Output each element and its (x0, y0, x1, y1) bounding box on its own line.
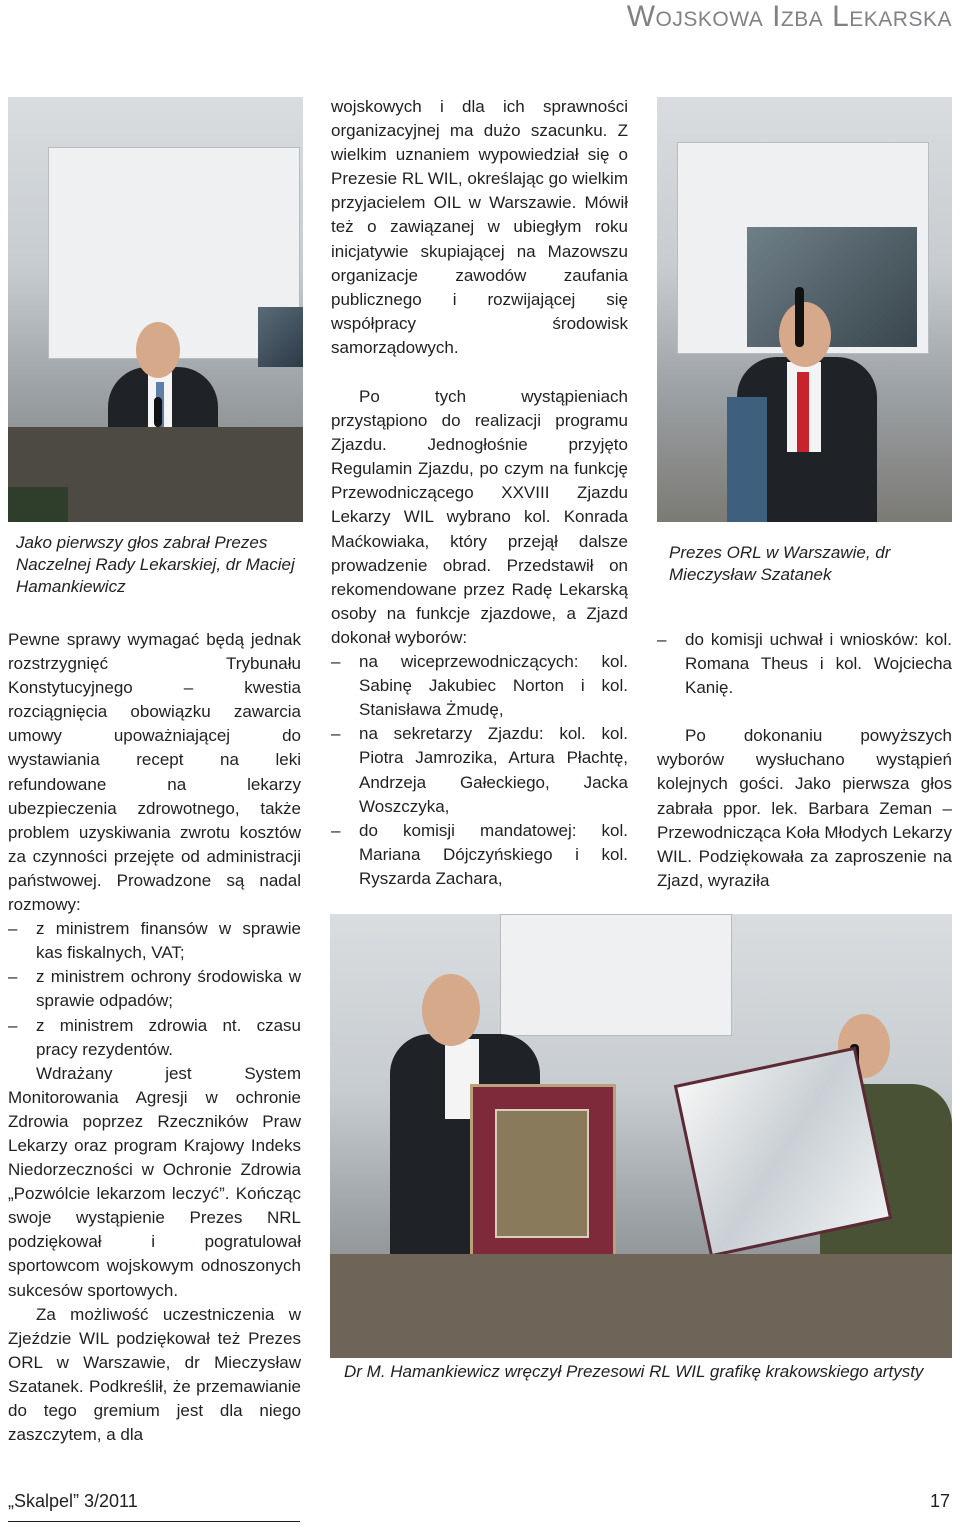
column-right (657, 628, 952, 893)
paragraph: Po dokonaniu powyższych wyborów wysłuchano wystąpień kolejnych gości. Jako pierwsza głos zabrała ppor. lek. Barbara Zeman – Przewodnicząca Koła Młodych Lekarzy WIL. Podziękowała za zaproszenie na Zjazd, wyraziła (657, 726, 952, 890)
paragraph: Za możliwość uczestniczenia w Zjeździe WIL podziękował też Prezes ORL w Warszawie, dr Mieczysław Szatanek. Podkreślił, że przemawianie do tego gremium jest dla niego zaszczytem, a dla (8, 1304, 301, 1445)
list-item: – na wiceprzewodniczących: kol. Sabinę Jakubiec Norton i kol. Stanisława Żmudę, (331, 650, 628, 722)
footer-rule (8, 1521, 300, 1522)
column-middle-bottom (331, 385, 628, 891)
list-item: – do komisji uchwał i wniosków: kol. Romana Theus i kol. Wojciecha Kanię. (657, 628, 952, 700)
paragraph: Pewne sprawy wymagać będą jednak rozstrzygnięć Trybunału Konstytucyjnego – kwestia rozciągnięcia obowiązku zawarcia umowy upoważniającej do wystawiania recept na leki refundowane na lekarzy ubezpieczenia zdrowotnego, także problem uzyskiwania zwrotu kosztów za czynności przejęte od administracji państwowej. Prowadzone są nadal rozmowy: (8, 630, 301, 915)
paragraph: wojskowych i dla ich sprawności organizacyjnej ma dużo szacunku. Z wielkim uznaniem wypowiedział się o Prezesie RL WIL, określając go wielkim przyjacielem OIL w Warszawie. Mówił też o zawiązanej w ubiegłym roku inicjatywie skupiającej na Mazowszu organizacje zawodów zaufania publicznego i rozwijającej się współpracy środowisk samorządowych. (331, 97, 628, 357)
caption-left-text: Jako pierwszy głos zabrał Prezes Naczelnej Rady Lekarskiej, dr Maciej Hamankiewicz (16, 533, 295, 596)
photo-bottom (330, 914, 952, 1358)
caption-bottom-text: Dr M. Hamankiewicz wręczył Prezesowi RL WIL grafikę krakowskiego artysty (344, 1362, 924, 1381)
paragraph: Po tych wystąpieniach przystąpiono do realizacji programu Zjazdu. Jednogłośnie przyjęto Regulamin Zjazdu, po czym na funkcję Przewodniczącego XXVIII Zjazdu Lekarzy WIL wybrano kol. Konrada Maćkowiaka, który przejął dalsze prowadzenie obrad. Przedstawił on rekomendowane przez Radę Lekarską osoby na funkcje zjazdowe, a Zjazd dokonał wyborów: (331, 387, 628, 647)
list-item: – do komisji mandatowej: kol. Mariana Dójczyńskiego i kol. Ryszarda Zachara, (331, 819, 628, 891)
paragraph: Wdrażany jest System Monitorowania Agresji w ochronie Zdrowia poprzez Rzeczników Praw Lekarzy oraz program Krajowy Indeks Niedorzeczności w Ochronie Zdrowia „Pozwólcie lekarzom leczyć”. Kończąc swoje wystąpienie Prezes NRL podziękował i pogratulował sportowcom wojskowym odnoszonych sukcesów sportowych. (8, 1063, 301, 1300)
photo-right (657, 97, 952, 522)
caption-left (8, 522, 303, 614)
column-left (8, 628, 301, 1447)
caption-right-text: Prezes ORL w Warszawie, dr Mieczysław Szatanek (669, 543, 891, 584)
column-middle-top (331, 95, 628, 360)
footer-page-number: 17 (929, 1491, 950, 1511)
footer-journal: „Skalpel” 3/2011 (8, 1491, 138, 1511)
list-item: – z ministrem finansów w sprawie kas fiskalnych, VAT; (8, 917, 301, 965)
caption-bottom (330, 1358, 952, 1424)
photo-left (8, 97, 303, 522)
running-header: Wojskowa Izba Lekarska (626, 0, 952, 33)
caption-right (657, 522, 952, 614)
list-item: – z ministrem ochrony środowiska w sprawie odpadów; (8, 965, 301, 1013)
list-item: – z ministrem zdrowia nt. czasu pracy rezydentów. (8, 1014, 301, 1062)
list-item: – na sekretarzy Zjazdu: kol. kol. Piotra Jamrozika, Artura Płachtę, Andrzeja Gałeckiego, Jacka Woszczyka, (331, 722, 628, 818)
